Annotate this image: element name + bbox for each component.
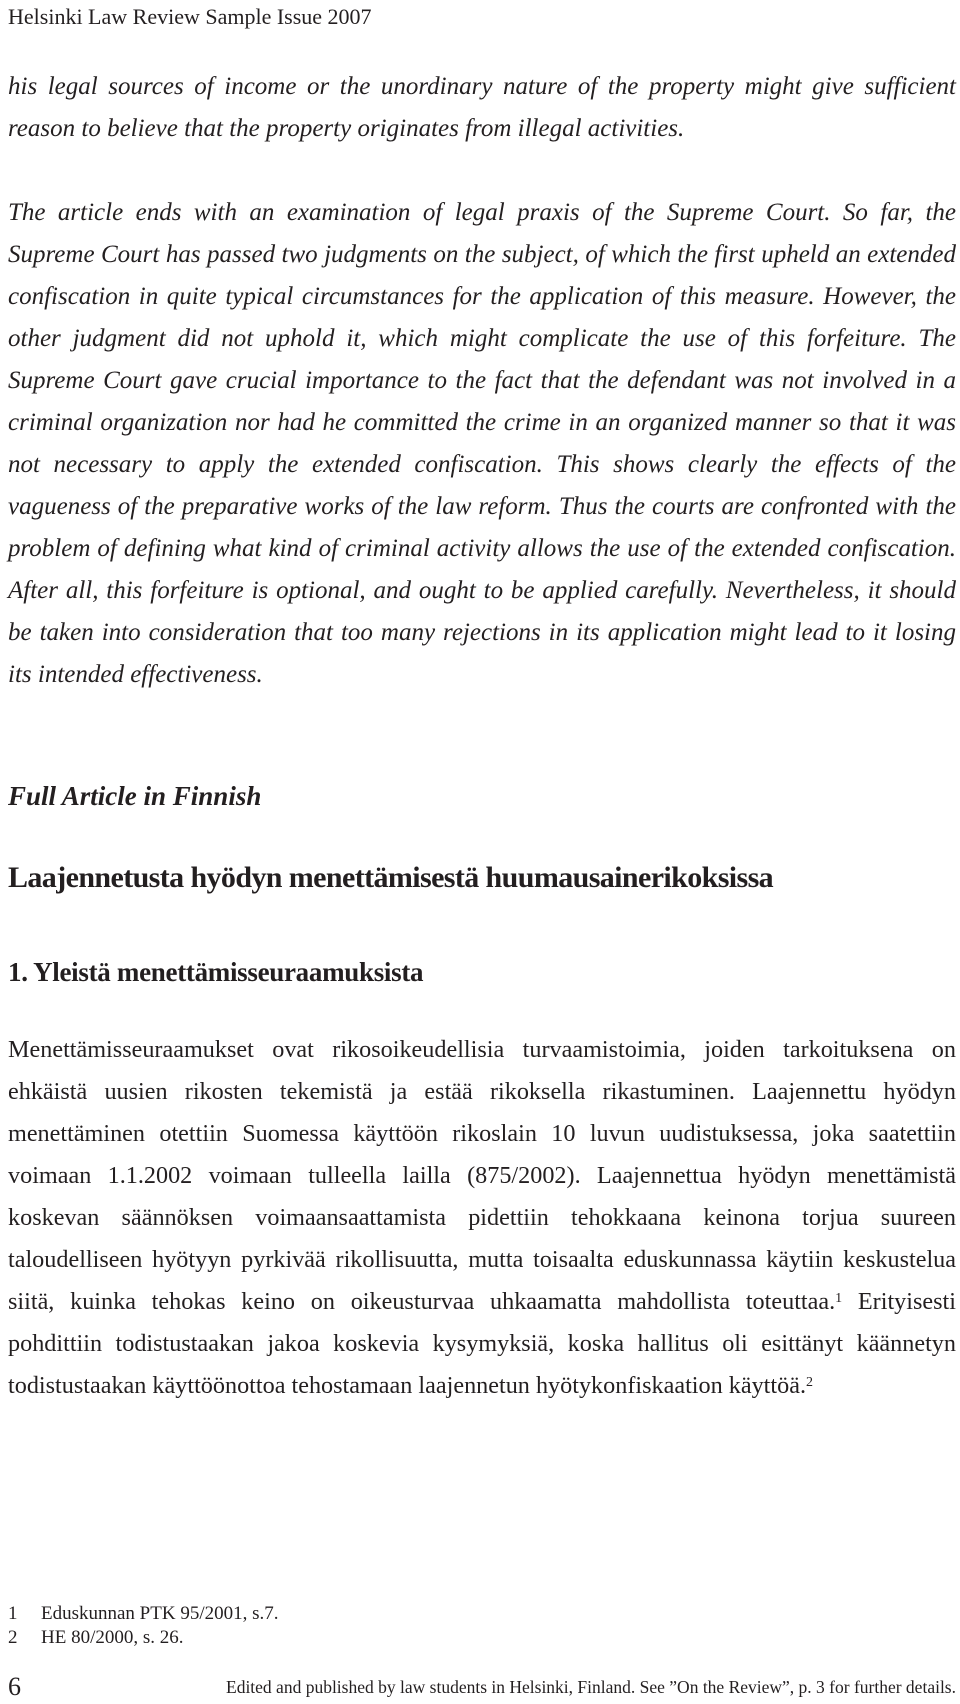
body-paragraph [8,1029,956,1407]
body-paragraph-text [8,1029,956,1407]
footer-note: Edited and published by law students in Helsinki, Finland. See ”On the Review”, p. 3 for further details. [226,1677,956,1697]
footnote-ref-link[interactable]: 1 [835,1291,843,1306]
body-text-part: Menettämisseuraamukset ovat rikosoikeudellisia turvaamistoimia, joiden tarkoituksena on ehkäistä uusien rikosten tekemistä ja estää rikoksella rikastuminen. Laajennettu hyödyn menettäminen otettiin Suomessa käyttöön rikoslain 10 luvun uudistuksessa, joka saatettiin voimaan 1.1.2002 voimaan tulleella lailla (875/2002). Laajennettua hyödyn menettämistä koskevan säännöksen voimaansaattamista pidettiin tehokkaana keinona torjua suureen taloudelliseen hyötyyn pyrkivää rikollisuutta, mutta toisaalta eduskunnassa käytiin keskustelua siitä, kuinka tehokas keino on oikeusturvaa uhkaamatta mahdollista toteuttaa. [8,1036,956,1315]
footnote-item [8,1602,279,1626]
body-text-part: Erityisesti pohdittiin todistustaakan jakoa koskevia kysymyksiä, koska hallitus oli esittänyt käännetyn todistustaakan käyttöönottoa tehostamaan laajennetun hyötykonfiskaation käyttöä. [8,1288,956,1399]
document-page [8,0,956,1704]
full-article-heading: Full Article in Finnish [8,781,262,811]
english-abstract [8,66,956,696]
running-head: Helsinki Law Review Sample Issue 2007 [8,4,372,29]
footnote-item [8,1626,279,1650]
footnotes [8,1602,279,1650]
footnote-text: HE 80/2000, s. 26. [41,1627,184,1648]
footnote-ref-link[interactable]: 2 [806,1375,813,1390]
page-number: 6 [8,1672,21,1701]
footnote-number: 2 [8,1627,18,1648]
abstract-paragraph: The article ends with an examination of legal praxis of the Supreme Court. So far, the Supreme Court has passed two judgments on the subject, of which the first upheld an extended confiscation in quite typical circumstances for the application of this measure. However, the other judgment did not uphold it, which might complicate the use of this forfeiture. The Supreme Court gave crucial importance to the fact that the defendant was not involved in a criminal organization nor had he committed the crime in an organized manner so that it was not necessary to apply the extended confiscation. This shows clearly the effects of the vagueness of the preparative works of the law reform. Thus the courts are confronted with the problem of defining what kind of criminal activity allows the use of the extended confiscation. After all, this forfeiture is optional, and ought to be applied carefully. Nevertheless, it should be taken into consideration that too many rejections in its application might lead to it losing its intended effectiveness. [8,199,956,688]
footnote-number: 1 [8,1603,18,1624]
abstract-paragraph: his legal sources of income or the unordinary nature of the property might give sufficient reason to believe that the property originates from illegal activities. [8,73,956,142]
article-title: Laajennetusta hyödyn menettämisestä huumausainerikoksissa [8,861,774,894]
section-heading: 1. Yleistä menettämisseuraamuksista [8,957,424,987]
footnote-text: Eduskunnan PTK 95/2001, s.7. [41,1603,279,1624]
